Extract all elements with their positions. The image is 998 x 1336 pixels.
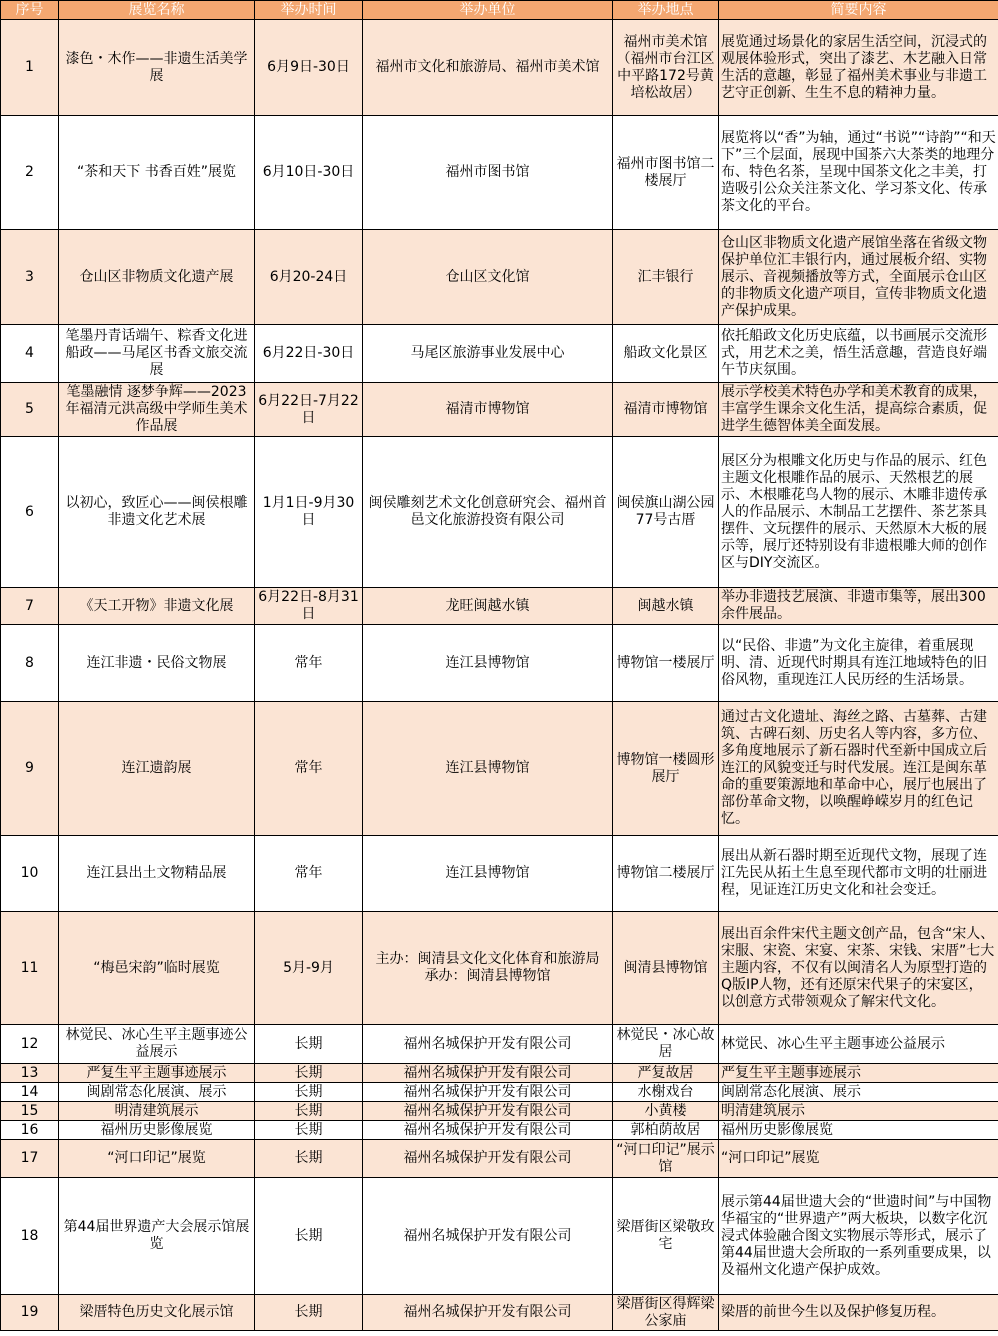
cell-place: 闽侯旗山湖公园77号古厝 xyxy=(613,437,719,588)
cell-org: 福州市文化和旅游局、福州市美术馆 xyxy=(363,20,613,116)
table-row xyxy=(1,437,998,588)
cell-desc: “河口印记”展览 xyxy=(719,1140,998,1178)
cell-name: 漆色・木作——非遗生活美学展 xyxy=(59,20,255,116)
cell-time: 长期 xyxy=(255,1025,363,1064)
cell-desc: 通过古文化遗址、海丝之路、古墓葬、古建筑、古碑石刻、历史名人等内容，多方位、多角度地展示了新石器时代至新中国成立后连江的风貌变迁与时代发展。连江是闽东革命的重要策源地和革命中心，展厅也展出了部份革命文物，以唤醒峥嵘岁月的红色记忆。 xyxy=(719,702,998,836)
cell-place: 福州市美术馆（福州市台江区中平路172号黄培松故居） xyxy=(613,20,719,116)
cell-name: 第44届世界遗产大会展示馆展览 xyxy=(59,1178,255,1295)
header-desc: 简要内容 xyxy=(719,1,998,20)
cell-no: 12 xyxy=(1,1025,59,1064)
cell-desc: 明清建筑展示 xyxy=(719,1102,998,1121)
cell-name: 明清建筑展示 xyxy=(59,1102,255,1121)
cell-no: 2 xyxy=(1,116,59,230)
cell-org: 福州名城保护开发有限公司 xyxy=(363,1295,613,1331)
cell-no: 15 xyxy=(1,1102,59,1121)
cell-desc: 依托船政文化历史底蕴，以书画展示交流形式，用艺术之美，悟生活意趣，营造良好端午节庆氛围。 xyxy=(719,325,998,383)
cell-no: 4 xyxy=(1,325,59,383)
header-time: 举办时间 xyxy=(255,1,363,20)
cell-time: 1月1日-9月30日 xyxy=(255,437,363,588)
cell-time: 6月22日-8月31日 xyxy=(255,588,363,625)
cell-time: 长期 xyxy=(255,1140,363,1178)
table-row xyxy=(1,836,998,912)
cell-org: 闽侯雕刻艺术文化创意研究会、福州首邑文化旅游投资有限公司 xyxy=(363,437,613,588)
cell-no: 5 xyxy=(1,383,59,437)
cell-place: 梁厝街区梁敬玫宅 xyxy=(613,1178,719,1295)
cell-desc: 展览通过场景化的家居生活空间，沉浸式的观展体验形式，突出了漆艺、木艺融入日常生活的意趣，彰显了福州美术事业与非遗工艺守正创新、生生不息的精神力量。 xyxy=(719,20,998,116)
cell-place: 船政文化景区 xyxy=(613,325,719,383)
cell-no: 1 xyxy=(1,20,59,116)
cell-name: 福州历史影像展览 xyxy=(59,1121,255,1140)
cell-no: 19 xyxy=(1,1295,59,1331)
cell-place: 水榭戏台 xyxy=(613,1083,719,1102)
table-header-row xyxy=(1,1,998,20)
cell-name: 笔墨融情 逐梦争辉——2023年福清元洪高级中学师生美术作品展 xyxy=(59,383,255,437)
cell-place: “河口印记”展示馆 xyxy=(613,1140,719,1178)
table-row xyxy=(1,20,998,116)
cell-desc: 以“民俗、非遗”为文化主旋律，着重展现明、清、近现代时期具有连江地域特色的旧俗风物，重现连江人民历经的生活场景。 xyxy=(719,625,998,702)
cell-org: 福州名城保护开发有限公司 xyxy=(363,1102,613,1121)
table-row xyxy=(1,230,998,325)
cell-name: 林觉民、冰心生平主题事迹公益展示 xyxy=(59,1025,255,1064)
header-org: 举办单位 xyxy=(363,1,613,20)
cell-time: 常年 xyxy=(255,625,363,702)
cell-place: 闽越水镇 xyxy=(613,588,719,625)
cell-desc: 林觉民、冰心生平主题事迹公益展示 xyxy=(719,1025,998,1064)
cell-place: 郭柏荫故居 xyxy=(613,1121,719,1140)
cell-no: 6 xyxy=(1,437,59,588)
cell-name: “茶和天下 书香百姓”展览 xyxy=(59,116,255,230)
cell-org: 仓山区文化馆 xyxy=(363,230,613,325)
cell-name: 仓山区非物质文化遗产展 xyxy=(59,230,255,325)
table-row xyxy=(1,1295,998,1331)
cell-no: 18 xyxy=(1,1178,59,1295)
cell-name: 笔墨丹青话端午、粽香文化进船政——马尾区书香文旅交流展 xyxy=(59,325,255,383)
cell-name: “河口印记”展览 xyxy=(59,1140,255,1178)
cell-desc: 举办非遗技艺展演、非遗市集等，展出300余件展品。 xyxy=(719,588,998,625)
table-row xyxy=(1,1083,998,1102)
cell-org: 福州名城保护开发有限公司 xyxy=(363,1178,613,1295)
table-row xyxy=(1,1102,998,1121)
cell-place: 小黄楼 xyxy=(613,1102,719,1121)
cell-time: 常年 xyxy=(255,836,363,912)
cell-time: 6月9日-30日 xyxy=(255,20,363,116)
header-place: 举办地点 xyxy=(613,1,719,20)
table-row xyxy=(1,1025,998,1064)
cell-place: 博物馆一楼展厅 xyxy=(613,625,719,702)
cell-place: 博物馆一楼圆形展厅 xyxy=(613,702,719,836)
cell-name: 连江遗韵展 xyxy=(59,702,255,836)
cell-desc: 展区分为根雕文化历史与作品的展示、红色主题文化根雕作品的展示、天然根艺的展示、木根雕花鸟人物的展示、木雕非遗传承人的作品展示、木制品工艺摆件、茶艺茶具摆件、文玩摆件的展示、天然原木大板的展示等，展厅还特别设有非遗根雕大师的创作区与DIY交流区。 xyxy=(719,437,998,588)
cell-time: 常年 xyxy=(255,702,363,836)
cell-desc: 严复生平主题事迹展示 xyxy=(719,1064,998,1083)
cell-place: 博物馆二楼展厅 xyxy=(613,836,719,912)
table-row xyxy=(1,1178,998,1295)
table-row xyxy=(1,1064,998,1083)
cell-name: 梁厝特色历史文化展示馆 xyxy=(59,1295,255,1331)
cell-time: 长期 xyxy=(255,1178,363,1295)
cell-name: 连江县出土文物精品展 xyxy=(59,836,255,912)
table-row xyxy=(1,1121,998,1140)
cell-org: 福州名城保护开发有限公司 xyxy=(363,1064,613,1083)
cell-org: 福州市图书馆 xyxy=(363,116,613,230)
cell-desc: 展示第44届世遗大会的“世遗时间”与中国物华福宝的“世界遗产”两大板块，以数字化沉浸式体验融合图文实物展示等形式，展示了第44届世遗大会所取的一系列重要成果，以及福州文化遗产保护成效。 xyxy=(719,1178,998,1295)
cell-no: 13 xyxy=(1,1064,59,1083)
cell-org: 连江县博物馆 xyxy=(363,625,613,702)
cell-time: 长期 xyxy=(255,1102,363,1121)
cell-no: 17 xyxy=(1,1140,59,1178)
cell-no: 9 xyxy=(1,702,59,836)
cell-time: 6月10日-30日 xyxy=(255,116,363,230)
cell-place: 严复故居 xyxy=(613,1064,719,1083)
cell-time: 长期 xyxy=(255,1083,363,1102)
cell-org: 福州名城保护开发有限公司 xyxy=(363,1140,613,1178)
cell-name: 以初心，致匠心——闽侯根雕非遗文化艺术展 xyxy=(59,437,255,588)
cell-time: 长期 xyxy=(255,1295,363,1331)
cell-time: 长期 xyxy=(255,1121,363,1140)
table-row xyxy=(1,702,998,836)
cell-desc: 梁厝的前世今生以及保护修复历程。 xyxy=(719,1295,998,1331)
cell-no: 14 xyxy=(1,1083,59,1102)
cell-name: 连江非遗・民俗文物展 xyxy=(59,625,255,702)
cell-place: 福清市博物馆 xyxy=(613,383,719,437)
cell-no: 7 xyxy=(1,588,59,625)
cell-desc: 福州历史影像展览 xyxy=(719,1121,998,1140)
cell-desc: 展览将以“香”为轴，通过“书说”“诗韵”“和天下”三个层面，展现中国茶六大茶类的地理分布、特色名茶，呈现中国茶文化之丰美，打造吸引公众关注茶文化、学习茶文化、传承茶文化的平台。 xyxy=(719,116,998,230)
cell-place: 林觉民・冰心故居 xyxy=(613,1025,719,1064)
cell-time: 6月22日-30日 xyxy=(255,325,363,383)
cell-org: 连江县博物馆 xyxy=(363,702,613,836)
table-row xyxy=(1,912,998,1025)
cell-no: 3 xyxy=(1,230,59,325)
cell-time: 6月20-24日 xyxy=(255,230,363,325)
cell-place: 福州市图书馆二楼展厅 xyxy=(613,116,719,230)
cell-name: 严复生平主题事迹展示 xyxy=(59,1064,255,1083)
cell-name: 《天工开物》非遗文化展 xyxy=(59,588,255,625)
cell-org: 福州名城保护开发有限公司 xyxy=(363,1083,613,1102)
table-row xyxy=(1,116,998,230)
cell-name: “梅邑宋韵”临时展览 xyxy=(59,912,255,1025)
cell-no: 8 xyxy=(1,625,59,702)
table-row xyxy=(1,588,998,625)
cell-place: 闽清县博物馆 xyxy=(613,912,719,1025)
cell-desc: 仓山区非物质文化遗产展馆坐落在省级文物保护单位汇丰银行内，通过展板介绍、实物展示、音视频播放等方式，全面展示仓山区的非物质文化遗产项目，宣传非物质文化遗产保护成果。 xyxy=(719,230,998,325)
cell-org: 福清市博物馆 xyxy=(363,383,613,437)
cell-desc: 展示学校美术特色办学和美术教育的成果，丰富学生课余文化生活，提高综合素质，促进学生德智体美全面发展。 xyxy=(719,383,998,437)
cell-name: 闽剧常态化展演、展示 xyxy=(59,1083,255,1102)
table-row xyxy=(1,325,998,383)
cell-time: 6月22日-7月22日 xyxy=(255,383,363,437)
cell-org: 福州名城保护开发有限公司 xyxy=(363,1025,613,1064)
cell-place: 梁厝街区得辉梁公家庙 xyxy=(613,1295,719,1331)
header-name: 展览名称 xyxy=(59,1,255,20)
cell-org: 主办：闽清县文化文化体育和旅游局 承办：闽清县博物馆 xyxy=(363,912,613,1025)
cell-org: 福州名城保护开发有限公司 xyxy=(363,1121,613,1140)
cell-place: 汇丰银行 xyxy=(613,230,719,325)
cell-desc: 展出百余件宋代主题文创产品，包含“宋人、宋服、宋瓷、宋宴、宋茶、宋钱、宋厝”七大主题内容，不仅有以闽清名人为原型打造的Q版IP人物，还有还原宋代果子的宋宴区，以创意方式带领观众了解宋代文化。 xyxy=(719,912,998,1025)
cell-no: 10 xyxy=(1,836,59,912)
cell-no: 16 xyxy=(1,1121,59,1140)
table-row xyxy=(1,383,998,437)
cell-desc: 展出从新石器时期至近现代文物，展现了连江先民从拓土生息至现代都市文明的壮丽进程，见证连江历史文化和社会变迁。 xyxy=(719,836,998,912)
table-row xyxy=(1,625,998,702)
cell-desc: 闽剧常态化展演、展示 xyxy=(719,1083,998,1102)
cell-no: 11 xyxy=(1,912,59,1025)
header-no: 序号 xyxy=(1,1,59,20)
cell-org: 马尾区旅游事业发展中心 xyxy=(363,325,613,383)
cell-time: 5月-9月 xyxy=(255,912,363,1025)
cell-org: 连江县博物馆 xyxy=(363,836,613,912)
cell-time: 长期 xyxy=(255,1064,363,1083)
table-row xyxy=(1,1140,998,1178)
cell-org: 龙旺闽越水镇 xyxy=(363,588,613,625)
